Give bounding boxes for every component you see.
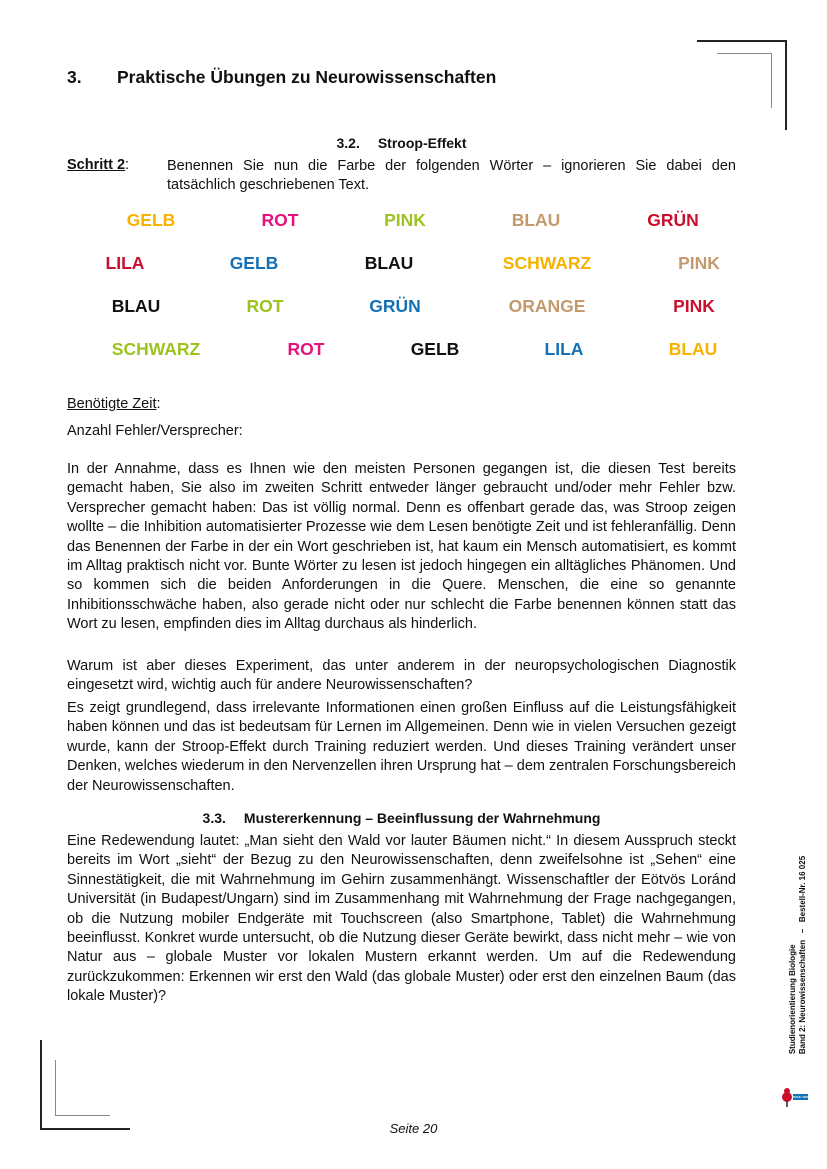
stroop-word: BLAU (364, 253, 414, 273)
section-heading-3-3 (67, 810, 736, 826)
stroop-word: GELB (229, 253, 279, 273)
stroop-word: ROT (261, 210, 299, 230)
corner-rule (55, 1060, 56, 1115)
publisher-logo (779, 1086, 815, 1108)
stroop-word: ROT (287, 339, 325, 359)
series-title: Studienorientierung Biologie (788, 944, 797, 1055)
volume-title: Band 2: Neurowissenschaften – Bestell-Nr. 16 025 (798, 855, 807, 1055)
page-number: Seite 20 (389, 1121, 438, 1136)
paragraph: In der Annahme, dass es Ihnen wie den meisten Personen gegangen ist, die diesen Test bereits gemacht haben, Sie also im zweiten Schritt entweder länger gebraucht und/oder mehr Fehler bzw. Versprecher gemacht haben: Das ist völlig normal. Denn es offenbart gerade das, was Stroop zeigen wollte – die Inhibition automatisierter Prozesse wie dem Lesen benötigte Zeit und ist fehleranfällig. Denn das Benennen der Farbe in der ein Wort geschrieben ist, hat kaum ein Mensch automatisiert, es kommt im Alltag praktisch nicht vor. Bunte Wörter zu lesen ist jedoch hingegen ein alltägliches Phänomen. Und so kommen sich die beiden Anforderungen in die Quere. Menschen, die eine so genannte Inhibitionsschwäche haben, also gerade nicht oder nur schlecht die Farbe benennen können statt das Wort zu lesen, empfinden dies im Alltag durchaus als hinderlich. (67, 461, 736, 633)
logo-text: KOHL VERLAG (793, 1095, 815, 1099)
corner-rule (771, 53, 772, 108)
stroop-word: PINK (384, 210, 426, 230)
paragraph: Eine Redewendung lautet: „Man sieht den Wald vor lauter Bäumen nicht.“ In diesem Ausspruch steckt bereits im Wort „sieht“ der Bezug zu den Neurowissenschaften, denn zweifelsohne ist „Sehen“ eine Sinnestätigkeit, die mit Wahrnehmung im Gehirn zusammenhängt. Wissenschaftler der Eötvös Loránd Universität (in Budapest/Ungarn) sind im Zusammenhang mit Wahrnehmung der Frage nachgegangen, ob die Nutzung mobiler Endgeräte mit Touchscreen (also Smartphone, Tablet) die Wahrnehmung beeinflusst. Konkret wurde untersucht, ob die Nutzung dieser Geräte bewirkt, dass nicht mehr – wie von Natur aus – globale Muster vor lokalen Mustern erkannt werden. Um auf die Redewendung zurückzukommen: Erkennen wir erst den Wald (das globale Muster) oder erst den einzelnen Baum (das lokale Muster)? (67, 833, 736, 1005)
chapter-title: Praktische Übungen zu Neurowissenschaften (117, 67, 497, 87)
stroop-word: PINK (673, 296, 715, 316)
stroop-word: SCHWARZ (111, 339, 201, 359)
errors-field: Anzahl Fehler/Versprecher: (67, 423, 243, 439)
stroop-word: ROT (246, 296, 284, 316)
section-heading-3-2 (67, 135, 736, 151)
corner-rule (55, 1115, 110, 1116)
sidebar-publication-info (778, 800, 818, 1110)
stroop-word: GELB (126, 210, 176, 230)
stroop-word: BLAU (511, 210, 561, 230)
stroop-word: GRÜN (369, 296, 421, 316)
stroop-word: LILA (105, 253, 145, 273)
stroop-word: PINK (678, 253, 720, 273)
corner-rule (697, 40, 787, 42)
stroop-word: BLAU (668, 339, 718, 359)
section-title: Stroop-Effekt (377, 135, 467, 151)
time-field: Benötigte Zeit: (67, 396, 161, 412)
stroop-word: GELB (410, 339, 460, 359)
stroop-word: GRÜN (647, 210, 699, 230)
stroop-word: LILA (544, 339, 584, 359)
step-label: Schritt 2: (67, 157, 130, 173)
corner-rule (785, 40, 787, 130)
section-number: 3.2. (336, 135, 360, 151)
stroop-word: SCHWARZ (502, 253, 592, 273)
chapter-heading (67, 67, 496, 88)
stroop-word: BLAU (111, 296, 161, 316)
corner-rule (717, 53, 772, 54)
step-instruction: Benennen Sie nun die Farbe der folgenden Wörter – ignorieren Sie dabei den tatsächlich geschriebenen Text. (167, 158, 736, 193)
section-number: 3.3. (202, 810, 226, 826)
chapter-number: 3. (67, 67, 82, 87)
section-title: Mustererkennung – Beeinflussung der Wahrnehmung (243, 810, 601, 826)
corner-rule (40, 1040, 42, 1130)
stroop-word: ORANGE (508, 296, 586, 316)
paragraph: Es zeigt grundlegend, dass irrelevante Informationen einen großen Einfluss auf die Leistungsfähigkeit haben können und das ist bedeutsam für Lernen im Allgemeinen. Denn wie in vielen Versuchen gezeigt wurde, kann der Stroop-Effekt durch Training reduziert werden. Und dieses Training verändert unser Denken, welches wiederum in den Nervenzellen ihren Ursprung hat – dem zentralen Forschungsbereich der Neurowissenschaften. (67, 700, 736, 794)
paragraph: Warum ist aber dieses Experiment, das unter anderem in der neuropsychologischen Diagnostik eingesetzt wird, wichtig auch für andere Neurowissenschaften? (67, 658, 736, 694)
